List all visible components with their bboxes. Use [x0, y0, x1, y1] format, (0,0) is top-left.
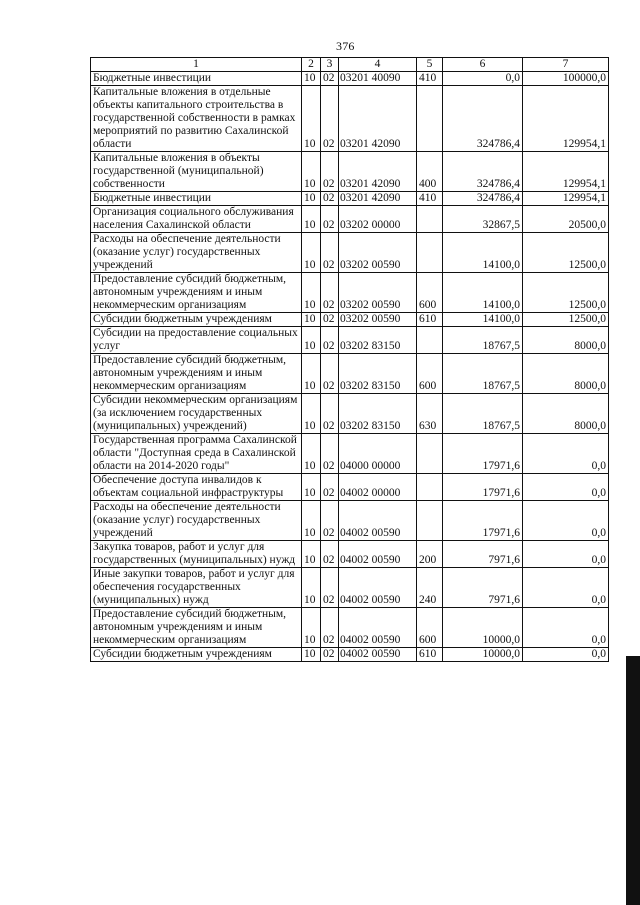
table-row: [91, 152, 609, 192]
cell-name: Бюджетные инвестиции: [91, 72, 302, 86]
cell-name: Субсидии некоммерческим организациям (за исключением государственных (муниципальных) учреждений): [91, 394, 302, 434]
cell-section: 10: [302, 394, 321, 434]
cell-name: Бюджетные инвестиции: [91, 192, 302, 206]
cell-amount-col7: 100000,0: [523, 72, 609, 86]
cell-amount-col6: 17971,6: [443, 474, 523, 501]
cell-amount-col7: 129954,1: [523, 192, 609, 206]
table-row: [91, 327, 609, 354]
cell-name: Субсидии бюджетным учреждениям: [91, 313, 302, 327]
cell-expense-type: 600: [417, 273, 443, 313]
cell-amount-col7: 0,0: [523, 541, 609, 568]
cell-amount-col7: 12500,0: [523, 233, 609, 273]
cell-target-article: 03201 40090: [339, 72, 417, 86]
cell-amount-col7: 0,0: [523, 434, 609, 474]
cell-target-article: 04002 00590: [339, 541, 417, 568]
table-row: [91, 474, 609, 501]
cell-amount-col6: 14100,0: [443, 233, 523, 273]
cell-amount-col6: 10000,0: [443, 608, 523, 648]
cell-target-article: 04002 00000: [339, 474, 417, 501]
table-row: [91, 434, 609, 474]
table-row: [91, 233, 609, 273]
col-header-3: 3: [321, 58, 339, 72]
table-row: [91, 273, 609, 313]
cell-section: 10: [302, 541, 321, 568]
cell-section: 10: [302, 474, 321, 501]
cell-amount-col7: 8000,0: [523, 327, 609, 354]
cell-amount-col6: 17971,6: [443, 501, 523, 541]
cell-amount-col6: 18767,5: [443, 354, 523, 394]
cell-section: 10: [302, 434, 321, 474]
cell-section: 10: [302, 568, 321, 608]
cell-amount-col7: 0,0: [523, 568, 609, 608]
page-number: 376: [336, 39, 355, 53]
col-header-4: 4: [339, 58, 417, 72]
cell-section: 10: [302, 327, 321, 354]
cell-expense-type: 630: [417, 394, 443, 434]
cell-name: Государственная программа Сахалинской области "Доступная среда в Сахалинской области на 2014-2020 годы": [91, 434, 302, 474]
cell-expense-type: 240: [417, 568, 443, 608]
cell-amount-col7: 129954,1: [523, 86, 609, 152]
cell-subsection: 02: [321, 313, 339, 327]
table-row: [91, 394, 609, 434]
cell-target-article: 03202 00000: [339, 206, 417, 233]
cell-section: 10: [302, 648, 321, 662]
cell-target-article: 03202 00590: [339, 313, 417, 327]
cell-amount-col6: 32867,5: [443, 206, 523, 233]
cell-expense-type: [417, 501, 443, 541]
cell-name: Иные закупки товаров, работ и услуг для обеспечения государственных (муниципальных) нужд: [91, 568, 302, 608]
cell-name: Закупка товаров, работ и услуг для государственных (муниципальных) нужд: [91, 541, 302, 568]
cell-subsection: 02: [321, 206, 339, 233]
cell-name: Предоставление субсидий бюджетным, автономным учреждениям и иным некоммерческим организациям: [91, 354, 302, 394]
cell-expense-type: 610: [417, 648, 443, 662]
cell-subsection: 02: [321, 434, 339, 474]
cell-expense-type: 410: [417, 192, 443, 206]
cell-expense-type: [417, 434, 443, 474]
scan-edge-mark: [626, 656, 640, 905]
table-row: [91, 86, 609, 152]
cell-expense-type: [417, 206, 443, 233]
cell-expense-type: 200: [417, 541, 443, 568]
table-row: [91, 72, 609, 86]
cell-target-article: 03201 42090: [339, 152, 417, 192]
cell-expense-type: [417, 474, 443, 501]
cell-section: 10: [302, 86, 321, 152]
header-row: [91, 58, 609, 72]
cell-name: Организация социального обслуживания населения Сахалинской области: [91, 206, 302, 233]
cell-subsection: 02: [321, 273, 339, 313]
cell-amount-col6: 14100,0: [443, 273, 523, 313]
cell-subsection: 02: [321, 86, 339, 152]
cell-expense-type: [417, 233, 443, 273]
cell-subsection: 02: [321, 327, 339, 354]
cell-name: Капитальные вложения в объекты государственной (муниципальной) собственности: [91, 152, 302, 192]
col-header-1: 1: [91, 58, 302, 72]
cell-amount-col7: 0,0: [523, 474, 609, 501]
cell-target-article: 04002 00590: [339, 501, 417, 541]
cell-amount-col7: 8000,0: [523, 394, 609, 434]
cell-section: 10: [302, 233, 321, 273]
cell-amount-col6: 324786,4: [443, 152, 523, 192]
cell-target-article: 03202 00590: [339, 233, 417, 273]
cell-subsection: 02: [321, 501, 339, 541]
cell-expense-type: 600: [417, 608, 443, 648]
cell-amount-col6: 14100,0: [443, 313, 523, 327]
table-row: [91, 192, 609, 206]
cell-section: 10: [302, 354, 321, 394]
cell-target-article: 04002 00590: [339, 568, 417, 608]
cell-amount-col6: 10000,0: [443, 648, 523, 662]
cell-amount-col6: 17971,6: [443, 434, 523, 474]
cell-target-article: 03202 83150: [339, 394, 417, 434]
cell-subsection: 02: [321, 474, 339, 501]
col-header-5: 5: [417, 58, 443, 72]
budget-table: [90, 57, 609, 662]
cell-name: Обеспечение доступа инвалидов к объектам социальной инфраструктуры: [91, 474, 302, 501]
col-header-7: 7: [523, 58, 609, 72]
cell-expense-type: 610: [417, 313, 443, 327]
cell-name: Предоставление субсидий бюджетным, автономным учреждениям и иным некоммерческим организациям: [91, 273, 302, 313]
table-row: [91, 206, 609, 233]
cell-amount-col7: 129954,1: [523, 152, 609, 192]
cell-name: Предоставление субсидий бюджетным, автономным учреждениям и иным некоммерческим организациям: [91, 608, 302, 648]
cell-target-article: 03201 42090: [339, 192, 417, 206]
cell-target-article: 03202 00590: [339, 273, 417, 313]
cell-target-article: 03202 83150: [339, 354, 417, 394]
cell-expense-type: [417, 327, 443, 354]
table-row: [91, 648, 609, 662]
cell-amount-col6: 324786,4: [443, 192, 523, 206]
col-header-6: 6: [443, 58, 523, 72]
cell-subsection: 02: [321, 608, 339, 648]
table-row: [91, 608, 609, 648]
cell-name: Субсидии бюджетным учреждениям: [91, 648, 302, 662]
cell-subsection: 02: [321, 152, 339, 192]
cell-section: 10: [302, 206, 321, 233]
cell-section: 10: [302, 273, 321, 313]
table-row: [91, 541, 609, 568]
table-row: [91, 568, 609, 608]
cell-amount-col7: 8000,0: [523, 354, 609, 394]
table-row: [91, 501, 609, 541]
cell-expense-type: 410: [417, 72, 443, 86]
cell-subsection: 02: [321, 192, 339, 206]
cell-amount-col6: 7971,6: [443, 541, 523, 568]
cell-subsection: 02: [321, 541, 339, 568]
cell-subsection: 02: [321, 568, 339, 608]
cell-target-article: 04002 00590: [339, 608, 417, 648]
cell-subsection: 02: [321, 354, 339, 394]
cell-section: 10: [302, 72, 321, 86]
cell-expense-type: [417, 86, 443, 152]
cell-target-article: 04002 00590: [339, 648, 417, 662]
col-header-2: 2: [302, 58, 321, 72]
cell-section: 10: [302, 192, 321, 206]
cell-target-article: 03201 42090: [339, 86, 417, 152]
cell-amount-col6: 18767,5: [443, 394, 523, 434]
table-row: [91, 313, 609, 327]
cell-subsection: 02: [321, 72, 339, 86]
cell-name: Расходы на обеспечение деятельности (оказание услуг) государственных учреждений: [91, 233, 302, 273]
cell-subsection: 02: [321, 394, 339, 434]
table-row: [91, 354, 609, 394]
cell-amount-col7: 12500,0: [523, 273, 609, 313]
cell-amount-col6: 18767,5: [443, 327, 523, 354]
cell-amount-col7: 0,0: [523, 501, 609, 541]
cell-expense-type: 600: [417, 354, 443, 394]
cell-section: 10: [302, 501, 321, 541]
cell-section: 10: [302, 152, 321, 192]
cell-name: Субсидии на предоставление социальных услуг: [91, 327, 302, 354]
cell-amount-col7: 0,0: [523, 648, 609, 662]
cell-amount-col7: 0,0: [523, 608, 609, 648]
cell-name: Расходы на обеспечение деятельности (оказание услуг) государственных учреждений: [91, 501, 302, 541]
cell-amount-col6: 0,0: [443, 72, 523, 86]
cell-amount-col6: 7971,6: [443, 568, 523, 608]
cell-amount-col7: 20500,0: [523, 206, 609, 233]
cell-target-article: 03202 83150: [339, 327, 417, 354]
cell-name: Капитальные вложения в отдельные объекты капитального строительства в государственной собственности в рамках мероприятий по развитию Сахалинской области: [91, 86, 302, 152]
cell-section: 10: [302, 313, 321, 327]
cell-subsection: 02: [321, 648, 339, 662]
cell-expense-type: 400: [417, 152, 443, 192]
cell-amount-col6: 324786,4: [443, 86, 523, 152]
cell-subsection: 02: [321, 233, 339, 273]
cell-target-article: 04000 00000: [339, 434, 417, 474]
cell-section: 10: [302, 608, 321, 648]
cell-amount-col7: 12500,0: [523, 313, 609, 327]
